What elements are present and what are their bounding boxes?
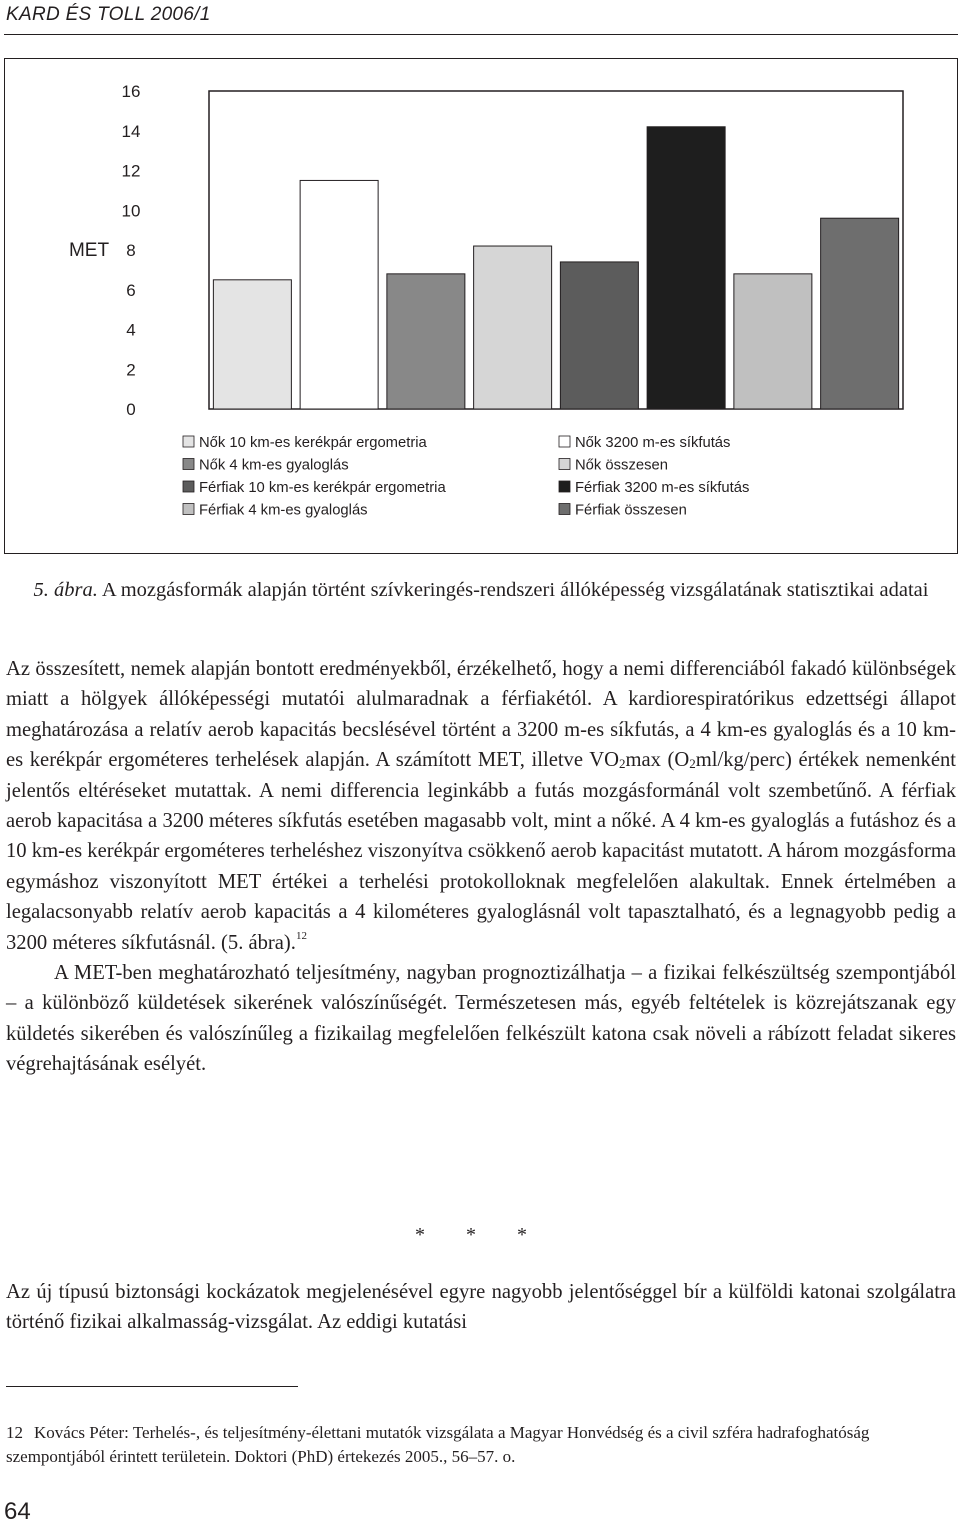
figure-caption [6,576,956,604]
caption-label: 5. ábra. [33,579,98,601]
bar [560,262,638,409]
y-tick-label: 6 [126,280,136,300]
footnote-reference: 12 [295,929,307,942]
header-rule [4,34,958,35]
footnote-number: 12 [6,1423,23,1442]
legend-swatch [559,459,570,470]
legend-label: Nők összesen [575,457,668,474]
legend-label: Nők 4 km-es gyaloglás [199,457,349,474]
subscript-2: 2 [689,756,696,772]
subscript-2: 2 [618,756,626,772]
paragraph-met [6,962,956,1075]
legend-swatch [183,481,194,492]
paragraph-results-part-c: ml/kg/perc) értékek nemenként jelentős eltéréseket mutattak. A nemi differencia leginkább a futás mozgásformánál volt szembetűnő. A férfiak aerob kapacitása a 3200 méteres síkfutás esetében magasabb volt, mint a nőké. A 4 km-es gyaloglás a futáshoz és a 10 km-es kerékpár ergométeres terheléshez viszonyítva csökkenő aerob kapacitást mutatott. A három mozgásforma egymáshoz viszonyított MET értékei a terhelési protokolloknak megfelelően alakultak. Ennek értelmében a legalacsonyabb relatív aerob kapacitás a 4 kilométeres gyaloglásnál volt tapasztalható, és a legnagyobb pedig a 3200 méteres síkfutásnál. (5. ábra). [6,749,957,954]
met-bar-chart [5,59,959,555]
y-tick-label: 8 [126,241,136,260]
legend-label: Férfiak 3200 m-es síkfutás [575,480,750,496]
y-tick-label: 14 [121,121,141,141]
y-axis-label: MET [68,240,110,261]
bar [213,280,291,409]
figure-frame [4,58,958,554]
legend-label: Férfiak összesen [575,502,687,519]
legend-swatch [183,436,194,447]
paragraph-new-risks: Az új típusú biztonsági kockázatok megjelenésével egyre nagyobb jelentőséggel bír a külföldi katonai szolgálatra történő fizikai alkalmasság-vizsgálat. Az eddigi kutatási [6,1281,956,1334]
running-header: KARD ÉS TOLL 2006/1 [6,4,211,25]
paragraph-met-text: A MET-ben meghatározható teljesítmény, nagyban prognoztizálhatja – a fizikai felkészültség szempontjából – a különböző küldetések sikerének valószínűségét. Természetesen más, egyéb feltételek is közrejátszanak egy küldetés sikerében és valószínűleg a fizikailag megfelelően felkészült katona csak növeli a rábízott feladat sikeres végrehajtásának esélyét. [6,962,956,1076]
legend-swatch [183,459,194,470]
bar [734,274,812,409]
y-tick-label: 16 [121,82,141,101]
page-number: 64 [4,1498,31,1525]
paragraph-results-part-a: Az összesített, nemek alapján bontott eredményekből, érzékelhető, hogy a nemi differenciából fakadó különbségek miatt a hölgyek állóképességi mutatói alulmaradnak a férfiakétól. A kardiorespiratórikus edzettségi állapot meghatározása a relatív aerob kapacitás becslésével történt a 3200 m-es síkfutás, a 4 km-es gyaloglás és a 10 km-es kerékpár ergométeres terhelések alapján. A számított MET, illetve VO [6,658,956,772]
paragraph-results [6,654,956,1080]
bar [474,246,552,409]
y-tick-label: 2 [126,360,136,380]
y-tick-label: 12 [121,161,141,181]
paragraph-results-part-b: max (O [625,749,690,772]
bar [387,274,465,409]
caption-text: A mozgásformák alapján történt szívkeringés-rendszeri állóképesség vizsgálatának statisztikai adatai [101,579,929,601]
legend-label: Nők 3200 m-es síkfutás [575,435,731,451]
legend-label: Nők 10 km-es kerékpár ergometria [199,435,427,451]
bar [300,180,378,409]
legend-swatch [559,481,570,492]
y-tick-label: 4 [126,320,136,340]
bar [647,127,725,409]
y-tick-label: 10 [121,201,141,221]
legend-swatch [559,436,570,447]
footnote-text: Kovács Péter: Terhelés-, és teljesítmény-élettani mutatók vizsgálata a Magyar Honvédség és a civil szféra hadrafoghatóság szempontjából érintett területein. Doktori (PhD) értekezés 2005., 56–57. o. [6,1423,870,1466]
y-tick-label: 0 [126,400,136,419]
legend-swatch [183,504,194,515]
section-separator: * * * [415,1224,545,1246]
legend-swatch [559,504,570,515]
legend-label: Férfiak 10 km-es kerékpár ergometria [199,480,446,496]
bar [821,218,899,409]
footnote-rule [6,1386,298,1387]
legend-label: Férfiak 4 km-es gyaloglás [199,502,368,519]
footnote [6,1421,956,1469]
